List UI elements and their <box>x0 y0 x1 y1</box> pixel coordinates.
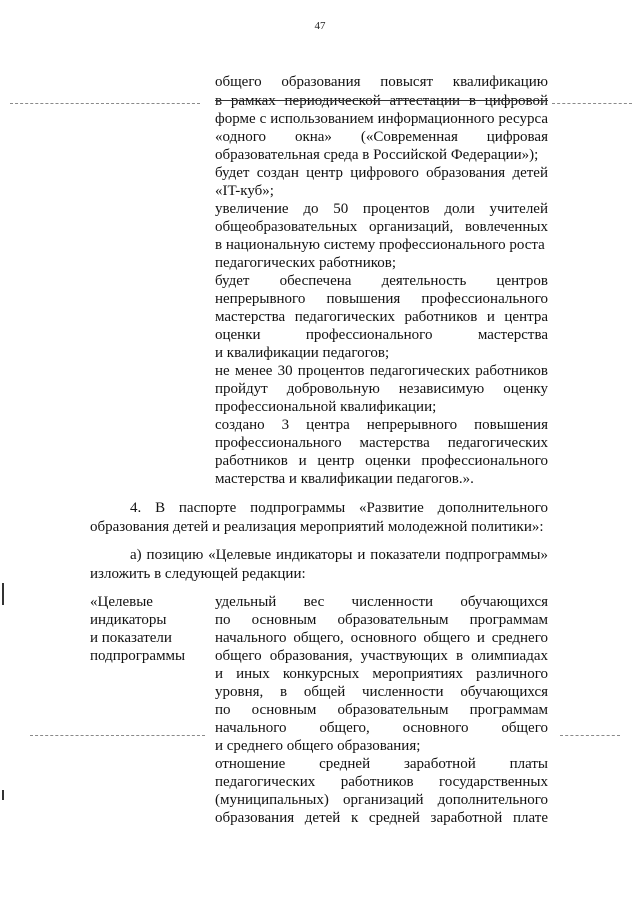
fragment-line: работников и центр оценки профессионального <box>215 453 548 469</box>
paragraph-line: а) позицию «Целевые индикаторы и показатели подпрограммы» <box>130 547 548 563</box>
margin-mark <box>2 583 4 605</box>
label-line: подпрограммы <box>90 648 186 664</box>
indicator-line: по основным образовательным программам <box>215 702 548 718</box>
margin-mark <box>2 790 4 800</box>
scan-artifact-line <box>552 103 632 104</box>
scan-artifact-line <box>30 735 205 736</box>
paragraph-line: 4. В паспорте подпрограммы «Развитие дополнительного <box>130 500 548 516</box>
fragment-line: форме с использованием информационного ресурса <box>215 111 548 127</box>
fragment-line: и квалификации педагогов; <box>215 345 390 361</box>
fragment-line: педагогических работников; <box>215 255 397 271</box>
fragment-line: будет создан центр цифрового образования детей <box>215 165 548 181</box>
indicator-line: начального общего, основного общего и среднего <box>215 630 548 646</box>
indicator-line: отношение средней заработной платы <box>215 756 548 772</box>
label-line: «Целевые <box>90 594 153 610</box>
indicator-line: общего образования, участвующих в олимпиадах <box>215 648 548 664</box>
fragment-line: будет обеспечена деятельность центров <box>215 273 548 289</box>
page-number: 47 <box>314 20 326 32</box>
indicator-line: педагогических работников государственных <box>215 774 548 790</box>
fragment-line: образовательная среда в Российской Федерации»); <box>215 147 539 163</box>
fragment-line: увеличение до 50 процентов доли учителей <box>215 201 548 217</box>
scan-artifact-line <box>560 735 620 736</box>
indicator-line: уровня, в общей численности обучающихся <box>215 684 548 700</box>
paragraph-line: образования детей и реализация мероприятий молодежной политики»: <box>90 519 544 535</box>
fragment-line: «одного окна» («Современная цифровая <box>215 129 548 145</box>
fragment-line: оценки профессионального мастерства <box>215 327 548 343</box>
label-line: и показатели <box>90 630 172 646</box>
fragment-line: в рамках периодической аттестации в цифровой <box>215 93 548 109</box>
fragment-line: создано 3 центра непрерывного повышения <box>215 417 548 433</box>
indicator-line: удельный вес численности обучающихся <box>215 594 548 610</box>
paragraph-line: изложить в следующей редакции: <box>90 566 306 582</box>
fragment-line: мастерства педагогических работников и центра <box>215 309 548 325</box>
label-line: индикаторы <box>90 612 167 628</box>
fragment-line: профессиональной квалификации; <box>215 399 437 415</box>
indicator-line: и среднего общего образования; <box>215 738 421 754</box>
fragment-line: общеобразовательных организаций, вовлеченных <box>215 219 548 235</box>
indicator-line: образования детей к средней заработной плате <box>215 810 548 826</box>
indicator-line: по основным образовательным программам <box>215 612 548 628</box>
fragment-line: «IT-куб»; <box>215 183 274 199</box>
fragment-line: общего образования повысят квалификацию <box>215 74 548 90</box>
fragment-line: пройдут добровольную независимую оценку <box>215 381 548 397</box>
indicator-line: и иных конкурсных мероприятиях различного <box>215 666 548 682</box>
indicator-line: (муниципальных) организаций дополнительного <box>215 792 548 808</box>
indicator-line: начального общего, основного общего <box>215 720 548 736</box>
fragment-line: профессионального мастерства педагогических <box>215 435 548 451</box>
fragment-line: не менее 30 процентов педагогических работников <box>215 363 548 379</box>
fragment-line: непрерывного повышения профессионального <box>215 291 548 307</box>
fragment-line: в национальную систему профессионального роста <box>215 237 545 253</box>
scan-artifact-line <box>10 103 200 104</box>
fragment-line: мастерства и квалификации педагогов.». <box>215 471 474 487</box>
